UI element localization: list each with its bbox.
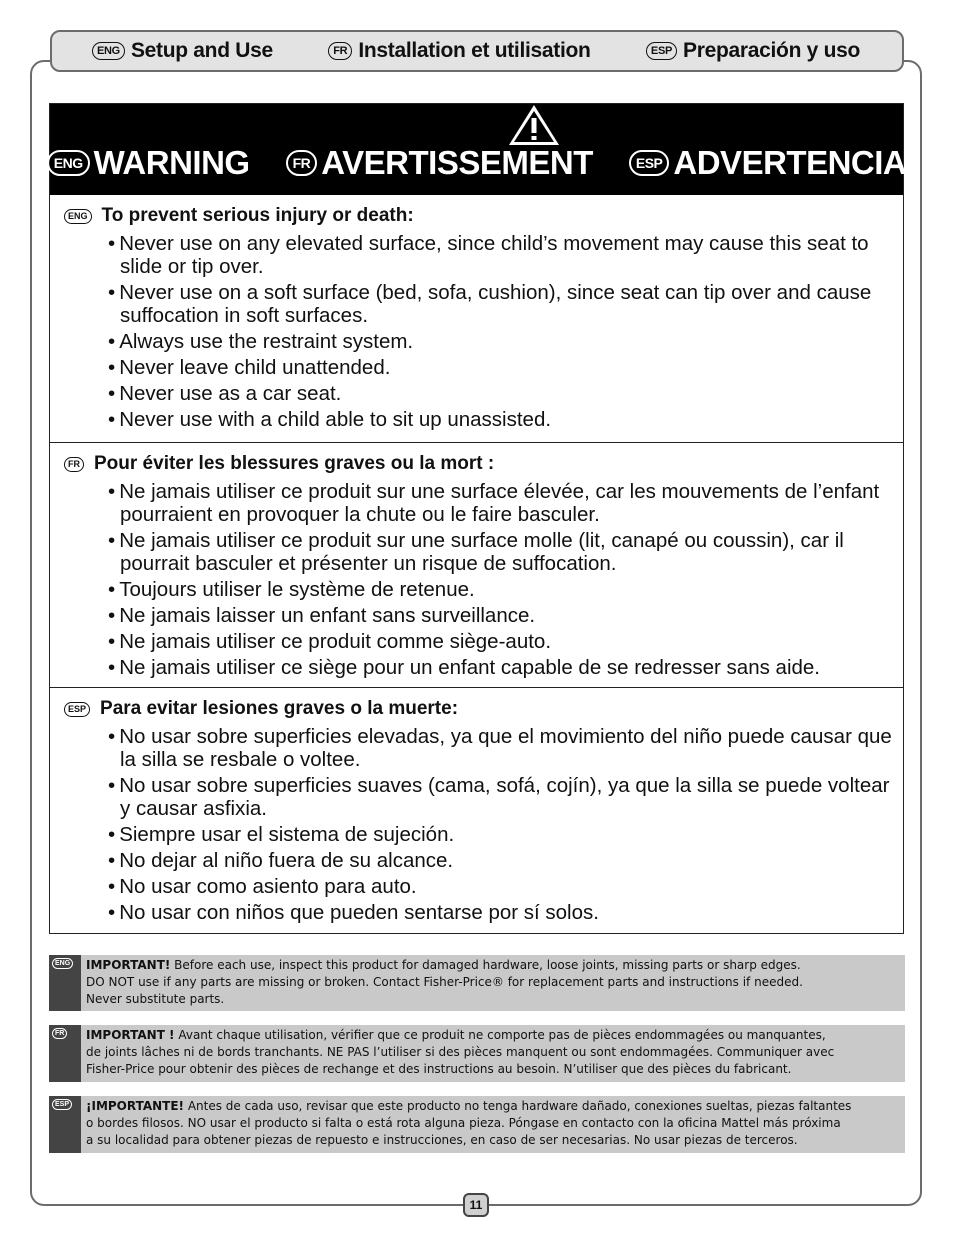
section-heading-text: Para evitar lesiones graves o la muerte: bbox=[100, 698, 459, 719]
notice-line: de joints lâches ni de bords tranchants. NE PAS l’utiliser si des pièces manquent ou sont endommagées. Communiquer avec bbox=[86, 1045, 835, 1059]
page-number: 11 bbox=[463, 1193, 489, 1217]
header-tab-label: Setup and Use bbox=[130, 39, 273, 62]
list-item: • Ne jamais utiliser ce produit sur une surface élevée, car les mouvements de l’enfant pourraient en provoquer la chute ou le faire basculer. bbox=[64, 480, 893, 526]
list-item: • Toujours utiliser le système de retenue. bbox=[64, 578, 893, 601]
notice-line: o bordes filosos. NO usar el producto si falta o está rota alguna pieza. Póngase en contacto con la oficina Mattel más próxima bbox=[86, 1116, 841, 1130]
header-bar bbox=[50, 30, 904, 72]
eng-badge: ENG bbox=[92, 42, 125, 60]
notice-sidebar bbox=[49, 1096, 81, 1153]
notice-line: Before each use, inspect this product for damaged hardware, loose joints, missing parts or sharp edges. bbox=[170, 958, 801, 972]
important-notice-fr bbox=[49, 1025, 905, 1082]
notice-label: IMPORTANT ! bbox=[86, 1028, 175, 1042]
list-item: • Always use the restraint system. bbox=[64, 330, 893, 353]
warning-section-fr bbox=[50, 443, 903, 688]
warning-list bbox=[64, 725, 893, 924]
list-item: • Ne jamais laisser un enfant sans surveillance. bbox=[64, 604, 893, 627]
notice-text bbox=[81, 1025, 840, 1082]
notice-line: a su localidad para obtener piezas de repuesto e instrucciones, en caso de ser necesarias. No usar piezas de terceros. bbox=[86, 1133, 798, 1147]
eng-badge: ENG bbox=[64, 209, 92, 224]
warning-list bbox=[64, 480, 893, 679]
list-item: • Ne jamais utiliser ce produit comme siège-auto. bbox=[64, 630, 893, 653]
warning-list bbox=[64, 232, 893, 431]
header-tab-label: Preparación y uso bbox=[683, 39, 860, 62]
list-item: • Never leave child unattended. bbox=[64, 356, 893, 379]
notice-sidebar bbox=[49, 955, 81, 1011]
list-item: • Siempre usar el sistema de sujeción. bbox=[64, 823, 893, 846]
important-notice-esp bbox=[49, 1096, 905, 1153]
list-item: • No usar sobre superficies elevadas, ya que el movimiento del niño puede causar que la silla se resbale o voltee. bbox=[64, 725, 893, 771]
list-item: • Never use with a child able to sit up unassisted. bbox=[64, 408, 893, 431]
warning-box bbox=[49, 103, 907, 934]
fr-badge: FR bbox=[286, 150, 318, 176]
warning-title-eng bbox=[47, 144, 250, 182]
notice-sidebar bbox=[49, 1025, 81, 1082]
header-tab-eng bbox=[92, 39, 273, 63]
list-item: • No usar sobre superficies suaves (cama, sofá, cojín), ya que la silla se puede voltear y causar asfixia. bbox=[64, 774, 893, 820]
section-heading-text: To prevent serious injury or death: bbox=[101, 205, 414, 226]
list-item: • Ne jamais utiliser ce produit sur une surface molle (lit, canapé ou coussin), car il pourrait basculer et présenter un risque de suffocation. bbox=[64, 529, 893, 575]
warning-section-eng bbox=[50, 195, 903, 443]
notice-line: Avant chaque utilisation, vérifier que ce produit ne comporte pas de pièces endommagées ou manquantes, bbox=[174, 1028, 826, 1042]
esp-badge: ESP bbox=[52, 1099, 72, 1110]
list-item: • Never use as a car seat. bbox=[64, 382, 893, 405]
fr-badge: FR bbox=[52, 1028, 67, 1039]
fr-badge: FR bbox=[328, 42, 352, 60]
notice-line: DO NOT use if any parts are missing or broken. Contact Fisher-Price® for replacement parts and instructions if needed. bbox=[86, 975, 803, 989]
eng-badge: ENG bbox=[47, 150, 90, 176]
warning-title-esp bbox=[629, 144, 906, 182]
eng-badge: ENG bbox=[52, 958, 73, 969]
warning-title-label: ADVERTENCIA bbox=[673, 144, 907, 181]
warning-title-fr bbox=[286, 144, 593, 182]
section-heading bbox=[64, 698, 893, 720]
list-item: • No dejar al niño fuera de su alcance. bbox=[64, 849, 893, 872]
warning-title-label: WARNING bbox=[93, 144, 250, 181]
esp-badge: ESP bbox=[646, 42, 677, 60]
warning-header bbox=[50, 104, 907, 195]
header-tab-label: Installation et utilisation bbox=[358, 39, 591, 62]
section-heading bbox=[64, 205, 893, 227]
list-item: • Ne jamais utiliser ce siège pour un enfant capable de se redresser sans aide. bbox=[64, 656, 893, 679]
esp-badge: ESP bbox=[629, 150, 670, 176]
fr-badge: FR bbox=[64, 457, 84, 472]
list-item: • No usar con niños que pueden sentarse por sí solos. bbox=[64, 901, 893, 924]
section-heading bbox=[64, 453, 893, 475]
esp-badge: ESP bbox=[64, 702, 90, 717]
notice-text bbox=[81, 1096, 857, 1153]
important-notice-eng bbox=[49, 955, 905, 1011]
header-tab-fr bbox=[328, 39, 590, 63]
list-item: • Never use on a soft surface (bed, sofa, cushion), since seat can tip over and cause suffocation in soft surfaces. bbox=[64, 281, 893, 327]
list-item: • No usar como asiento para auto. bbox=[64, 875, 893, 898]
warning-title-label: AVERTISSEMENT bbox=[321, 144, 593, 181]
notice-label: IMPORTANT! bbox=[86, 958, 171, 972]
notice-line: Never substitute parts. bbox=[86, 992, 225, 1006]
section-heading-text: Pour éviter les blessures graves ou la mort : bbox=[94, 453, 495, 474]
notice-label: ¡IMPORTANTE! bbox=[86, 1099, 185, 1113]
header-tab-esp bbox=[646, 39, 860, 63]
warning-section-esp bbox=[50, 688, 903, 933]
list-item: • Never use on any elevated surface, since child’s movement may cause this seat to slide or tip over. bbox=[64, 232, 893, 278]
warning-triangle-icon bbox=[506, 102, 562, 148]
notice-text bbox=[81, 955, 809, 1011]
notice-line: Antes de cada uso, revisar que este producto no tenga hardware dañado, conexiones sueltas, piezas faltantes bbox=[184, 1099, 852, 1113]
notice-line: Fisher-Price pour obtenir des pièces de rechange et des instructions au besoin. N’utiliser que des pièces du fabricant. bbox=[86, 1062, 792, 1076]
